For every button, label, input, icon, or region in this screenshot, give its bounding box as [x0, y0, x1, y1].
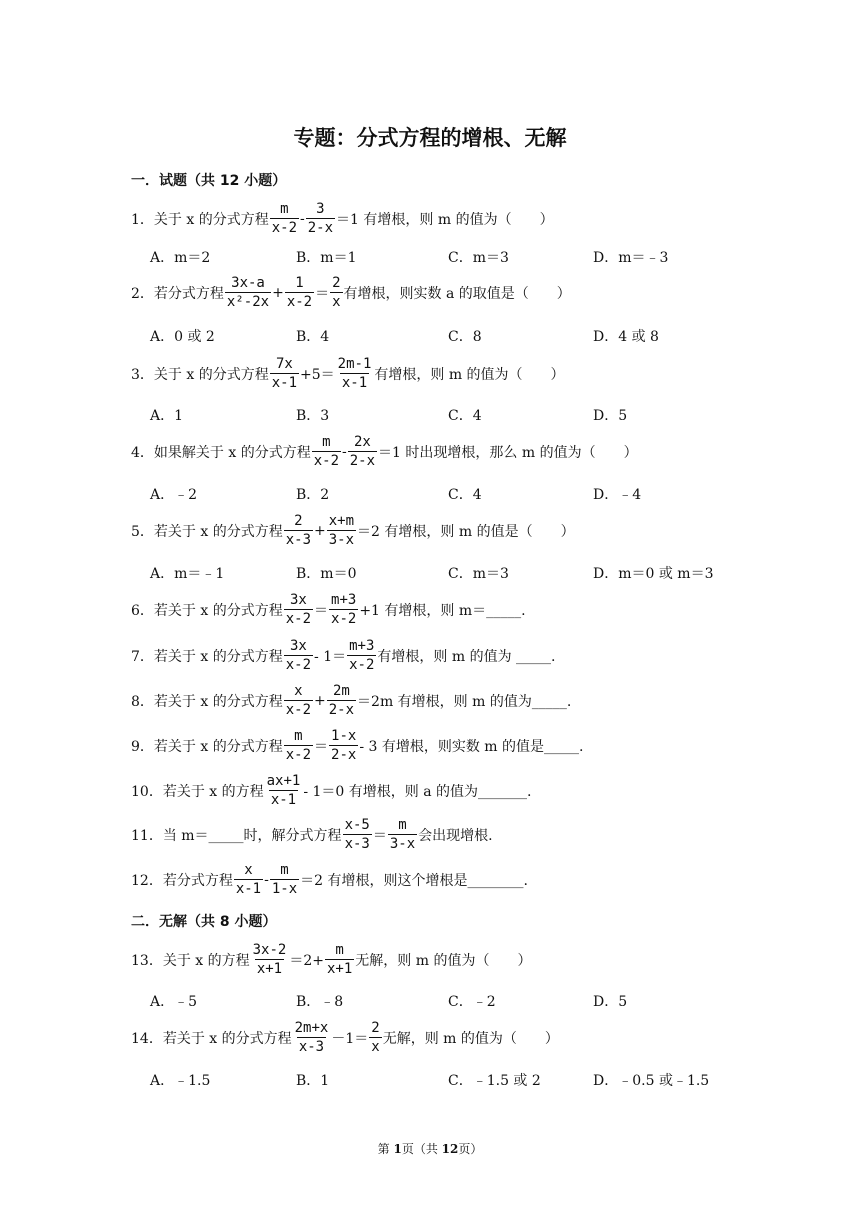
fraction [225, 274, 271, 311]
operator: ＝ [372, 827, 387, 844]
question-text: - 1＝0 有增根，则 a 的值为_______. [303, 783, 532, 800]
option-c[interactable]: C．m＝3 [448, 566, 509, 582]
question-number: 14． [131, 1030, 163, 1047]
fraction [336, 355, 374, 392]
numerator: 2m [332, 683, 350, 699]
denominator: x-2 [285, 702, 312, 718]
numerator: ax+1 [266, 773, 301, 789]
numerator: 2m-1 [337, 356, 372, 372]
question-text: 关于 x 的分式方程 [153, 211, 269, 228]
question-number: 8． [131, 693, 154, 710]
fraction [270, 355, 299, 392]
fraction [343, 816, 372, 853]
denominator: x+1 [326, 961, 353, 977]
denominator: x-2 [349, 657, 375, 673]
denominator: x [371, 1039, 380, 1055]
fraction [284, 727, 313, 764]
question-text: 关于 x 的方程 [162, 952, 250, 969]
question-number: 10． [131, 783, 163, 800]
fraction [284, 637, 313, 674]
question-10 [131, 772, 532, 809]
fraction [251, 941, 289, 978]
section-heading-1: 一．试题（共 12 小题） [131, 173, 287, 189]
denominator: x-2 [285, 611, 312, 627]
question-13 [131, 941, 531, 978]
option-c[interactable]: C．8 [448, 329, 482, 345]
fraction [284, 512, 313, 549]
question-text: - 3 有增根，则实数 m 的值是_____. [359, 738, 584, 755]
question-text: 会出现增根. [418, 827, 493, 844]
question-text: 若关于 x 的分式方程 [153, 693, 283, 710]
question-14 [131, 1019, 559, 1056]
question-11 [131, 816, 493, 853]
question-text: 若分式方程 [153, 285, 224, 302]
operator: ＝ [314, 602, 329, 619]
option-b[interactable]: B．3 [296, 408, 330, 424]
denominator: x-3 [344, 836, 370, 852]
numerator: 3x [289, 638, 307, 654]
option-d[interactable]: D．4 或 8 [593, 329, 659, 345]
operator: - [300, 210, 305, 227]
fraction [285, 274, 314, 311]
operator: + [314, 692, 326, 709]
question-text: +1 有增根，则 m＝_____. [359, 602, 526, 619]
question-text: ＝1 时出现增根，那么 m 的值为（ ） [378, 444, 638, 461]
option-a[interactable]: A．m＝﹣1 [150, 566, 225, 582]
question-text: ＝2 有增根，则 m 的值是（ ） [357, 523, 575, 540]
question-number: 11． [131, 827, 163, 844]
total-pages: 12 [441, 1142, 459, 1156]
question-text: 关于 x 的分式方程 [153, 366, 269, 383]
question-text: 若关于 x 的分式方程 [153, 523, 283, 540]
numerator: 3x [289, 592, 307, 608]
denominator: x²-2x [226, 294, 270, 310]
fraction [284, 682, 313, 719]
question-text: 有增根，则 m 的值为（ ） [374, 366, 565, 383]
question-7 [131, 637, 555, 674]
denominator: x-3 [285, 532, 312, 548]
question-text: 如果解关于 x 的分式方程 [153, 444, 311, 461]
question-text: 若关于 x 的分式方程 [153, 648, 283, 665]
numerator: 2x [353, 434, 371, 450]
operator: ＝ [315, 285, 330, 302]
option-c[interactable]: C．﹣2 [448, 994, 496, 1010]
question-text: 无解，则 m 的值为（ ） [382, 1030, 559, 1047]
question-number: 13． [131, 952, 163, 969]
question-2 [131, 274, 571, 311]
numerator: 2 [294, 513, 303, 529]
operator: - [342, 443, 347, 460]
option-d[interactable]: D．5 [593, 408, 628, 424]
fraction [330, 274, 342, 311]
question-12 [131, 861, 528, 898]
denominator: 2-x [349, 453, 376, 469]
numerator: m [398, 817, 407, 833]
operator: －1＝ [331, 1030, 369, 1047]
question-number: 6． [131, 602, 154, 619]
question-text: ＝1 有增根，则 m 的值为（ ） [336, 211, 554, 228]
option-a[interactable]: A．﹣5 [150, 994, 198, 1010]
numerator: m [322, 434, 331, 450]
numerator: m [280, 862, 289, 878]
fraction [329, 591, 358, 628]
question-number: 3． [131, 366, 154, 383]
denominator: x-2 [286, 294, 313, 310]
option-a[interactable]: A．﹣1.5 [150, 1073, 211, 1089]
denominator: x-1 [270, 792, 297, 808]
footer-text: 页（共 [401, 1142, 442, 1156]
numerator: x [294, 683, 303, 699]
fraction [327, 512, 356, 549]
fraction [265, 772, 303, 809]
numerator: x+m [328, 513, 355, 529]
denominator: 3-x [389, 836, 416, 852]
question-text: 有增根，则实数 a 的取值是（ ） [343, 285, 571, 302]
question-1 [131, 200, 554, 237]
numerator: 1 [295, 275, 304, 291]
fraction [347, 637, 376, 674]
question-3 [131, 355, 565, 392]
option-d[interactable]: D．m＝﹣3 [593, 250, 669, 266]
operator: ＝ [314, 738, 329, 755]
option-c[interactable]: C．m＝3 [448, 250, 509, 266]
option-a[interactable]: A．0 或 2 [150, 329, 215, 345]
fraction [325, 941, 354, 978]
option-b[interactable]: B．m＝0 [296, 566, 357, 582]
option-b[interactable]: B．2 [296, 487, 330, 503]
page-number: 1 [393, 1142, 402, 1156]
fraction [369, 1019, 381, 1056]
question-number: 7． [131, 648, 154, 665]
footer-text: 页） [458, 1142, 483, 1156]
fraction [284, 591, 313, 628]
option-a[interactable]: A．﹣2 [150, 487, 198, 503]
option-c[interactable]: C．4 [448, 487, 482, 503]
operator: ＝2+ [289, 952, 324, 969]
question-text: 有增根，则 m 的值为 _____. [377, 648, 556, 665]
option-d[interactable]: D．﹣0.5 或﹣1.5 [593, 1073, 710, 1089]
option-b[interactable]: B．1 [296, 1073, 330, 1089]
numerator: m [294, 728, 303, 744]
option-b[interactable]: B．m＝1 [296, 250, 357, 266]
denominator: x-2 [331, 611, 357, 627]
question-text: 若关于 x 的分式方程 [153, 602, 283, 619]
option-b[interactable]: B．4 [296, 329, 330, 345]
denominator: x-1 [341, 375, 368, 391]
option-b[interactable]: B．﹣8 [296, 994, 344, 1010]
numerator: 3x-2 [252, 942, 287, 958]
denominator: 1-x [271, 881, 298, 897]
denominator: x+1 [256, 961, 283, 977]
question-text: 若关于 x 的分式方程 [162, 1030, 292, 1047]
numerator: x [244, 862, 253, 878]
denominator: 2-x [331, 747, 357, 763]
question-text: 若关于 x 的方程 [162, 783, 264, 800]
numerator: 3x-a [231, 275, 265, 291]
denominator: x-2 [285, 747, 312, 763]
operator: + [314, 522, 326, 539]
fraction [306, 200, 335, 237]
fraction [388, 816, 417, 853]
question-6 [131, 591, 526, 628]
fraction [312, 433, 341, 470]
numerator: 7x [275, 356, 293, 372]
numerator: 3 [316, 201, 325, 217]
numerator: m+3 [349, 638, 375, 654]
question-number: 1． [131, 211, 154, 228]
question-number: 9． [131, 738, 154, 755]
numerator: 2m+x [294, 1020, 329, 1036]
page-title: 专题：分式方程的增根、无解 [293, 126, 567, 150]
page-footer [0, 1140, 860, 1157]
denominator: 2-x [328, 702, 355, 718]
numerator: 2 [332, 275, 341, 291]
fraction [293, 1019, 331, 1056]
denominator: x-1 [271, 375, 298, 391]
denominator: 2-x [307, 220, 334, 236]
option-c[interactable]: C．4 [448, 408, 482, 424]
option-a[interactable]: A．m＝2 [150, 250, 211, 266]
operator: +5＝ [300, 366, 335, 383]
fraction [270, 861, 299, 898]
denominator: x [332, 294, 341, 310]
question-number: 4． [131, 444, 154, 461]
fraction [348, 433, 377, 470]
question-9 [131, 727, 583, 764]
numerator: 2 [371, 1020, 380, 1036]
question-number: 12． [131, 872, 163, 889]
denominator: x-1 [235, 881, 262, 897]
numerator: m [280, 201, 289, 217]
option-a[interactable]: A．1 [150, 408, 184, 424]
denominator: x-2 [313, 453, 340, 469]
numerator: m [335, 942, 344, 958]
fraction [327, 682, 356, 719]
question-8 [131, 682, 571, 719]
fraction [234, 861, 263, 898]
question-text: 若分式方程 [162, 872, 233, 889]
operator: - 1＝ [314, 648, 347, 665]
section-heading-2: 二．无解（共 8 小题） [131, 914, 277, 930]
question-text: 无解，则 m 的值为（ ） [355, 952, 532, 969]
numerator: x-5 [344, 817, 370, 833]
numerator: m+3 [331, 592, 357, 608]
fraction [329, 727, 358, 764]
question-text: ＝2m 有增根，则 m 的值为_____. [357, 693, 572, 710]
question-number: 2． [131, 285, 154, 302]
question-text: ＝2 有增根，则这个增根是________. [300, 872, 528, 889]
question-text: 若关于 x 的分式方程 [153, 738, 283, 755]
question-5 [131, 512, 575, 549]
footer-text: 第 [377, 1142, 394, 1156]
option-d[interactable]: D．m＝0 或 m＝3 [593, 566, 714, 582]
operator: - [264, 871, 269, 888]
question-number: 5． [131, 523, 154, 540]
question-text: 当 m＝_____时，解分式方程 [162, 827, 342, 844]
fraction [270, 200, 299, 237]
option-d[interactable]: D．5 [593, 994, 628, 1010]
denominator: x-2 [271, 220, 298, 236]
option-c[interactable]: C．﹣1.5 或 2 [448, 1073, 541, 1089]
question-4 [131, 433, 638, 470]
numerator: 1-x [331, 728, 357, 744]
option-d[interactable]: D．﹣4 [593, 487, 642, 503]
operator: + [272, 284, 284, 301]
denominator: x-3 [298, 1039, 325, 1055]
denominator: 3-x [328, 532, 355, 548]
denominator: x-2 [285, 657, 312, 673]
